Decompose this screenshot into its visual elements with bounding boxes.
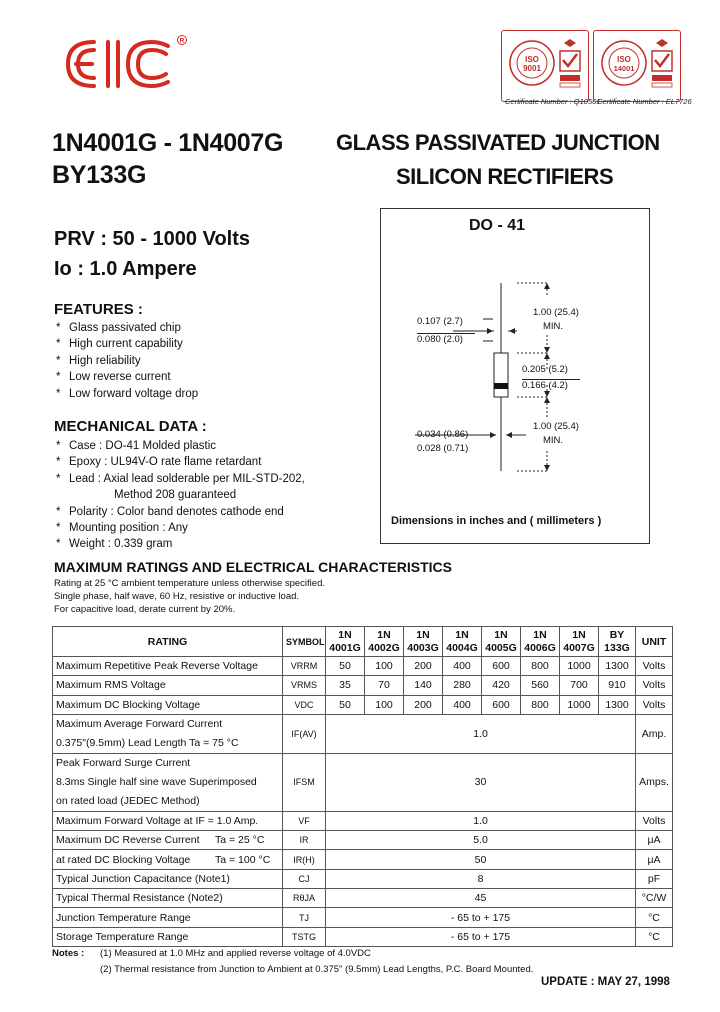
lead-length-bottom: 1.00 (25.4) [533,421,579,432]
list-item: * Polarity : Color band denotes cathode end [56,505,284,518]
description-line-1: GLASS PASSIVATED JUNCTION [336,130,660,155]
lead-diameter-min: 0.080 (2.0) [417,333,475,345]
ratings-note: Single phase, half wave, 60 Hz, resistive or inductive load. [54,591,300,602]
header-part: 1N 4003G [404,627,443,657]
notes-label: Notes : [52,948,85,959]
list-item: * Low reverse current [56,371,171,384]
ratings-note: Rating at 25 °C ambient temperature unless otherwise specified. [54,578,325,589]
part-alt-title: BY133G [52,161,147,189]
table-row: Typical Junction Capacitance (Note1) CJ 8 pF [53,869,673,888]
table-row: at rated DC Blocking Voltage Ta = 100 °C IR(H) 50 μA [53,850,673,869]
update-date: UPDATE : MAY 27, 1998 [541,976,670,988]
list-item: * High current capability [56,338,183,351]
header-part: 1N 4007G [560,627,599,657]
features-list [56,320,198,402]
iso-9001-certificate [501,30,589,102]
package-name: DO - 41 [469,217,526,234]
table-row: Peak Forward Surge Current 8.3ms Single half sine wave Superimposed on rated load (JEDEC Method) IFSM 30 Amps. [53,753,673,811]
list-item: * Glass passivated chip [56,322,181,334]
table-row: Maximum Forward Voltage at IF = 1.0 Amp. VF 1.0 Volts [53,811,673,830]
ratings-table [52,626,673,947]
list-item: * Case : DO-41 Molded plastic [56,440,217,452]
header-part: BY 133G [599,627,636,657]
svg-text:ISO: ISO [525,55,539,64]
package-diagram [380,208,650,544]
prv-rating: PRV : 50 - 1000 Volts [54,228,251,250]
footnotes [52,946,534,978]
note-2: (2) Thermal resistance from Junction to Ambient at 0.375" (9.5mm) Lead Lengths, P.C. Board Mounted. [100,964,534,975]
header-part: 1N 4005G [482,627,521,657]
header-unit: UNIT [636,627,673,657]
list-item: Method 208 guaranteed [114,489,237,502]
list-item: * Mounting position : Any [56,522,188,535]
mechanical-heading: MECHANICAL DATA : [54,418,207,435]
svg-text:9001: 9001 [523,64,541,73]
iso-14001-seal-icon [594,31,680,101]
list-item: * High reliability [56,354,141,367]
header-part: 1N 4004G [443,627,482,657]
lead-length-bottom-min: MIN. [543,435,564,446]
header-rating: RATING [53,627,283,657]
list-item: * Epoxy : UL94V-O rate flame retardant [56,456,262,469]
note-1: (1) Measured at 1.0 MHz and applied reverse voltage of 4.0VDC [100,948,371,959]
table-row: Typical Thermal Resistance (Note2) RθJA 45 °C/W [53,889,673,908]
table-row: Storage Temperature Range TSTG - 65 to + 175 °C [53,927,673,946]
header-part: 1N 4002G [365,627,404,657]
body-length-min: 0.166 (4.2) [522,379,580,391]
header-part: 1N 4006G [521,627,560,657]
iso-14001-certificate-number: Certificate Number : EL7726 [597,97,692,106]
iso-9001-seal-icon [502,31,588,101]
table-row: Junction Temperature Range TJ - 65 to + 175 °C [53,908,673,927]
list-item: * Weight : 0.339 gram [56,538,173,551]
description-line-2: SILICON RECTIFIERS [396,164,614,189]
table-row: Maximum DC Blocking Voltage VDC 50 100 200 400 600 800 1000 1300 Volts [53,695,673,714]
table-row: Maximum Average Forward Current 0.375"(9.5mm) Lead Length Ta = 75 °C IF(AV) 1.0 Amp. [53,714,673,753]
lead-length-top: 1.00 (25.4) [533,307,579,318]
iso-14001-certificate [593,30,681,102]
list-item: * Lead : Axial lead solderable per MIL-STD-202, [56,472,305,485]
max-ratings-heading: MAXIMUM RATINGS AND ELECTRICAL CHARACTERISTICS [54,559,452,575]
header-symbol: SYMBOL [283,627,326,657]
table-row: Maximum DC Reverse Current Ta = 25 °C IR 5.0 μA [53,831,673,850]
ratings-note: For capacitive load, derate current by 20%. [54,604,236,615]
list-item: * Low forward voltage drop [56,387,199,400]
lead-length-top-min: MIN. [543,321,564,332]
svg-text:14001: 14001 [613,64,635,73]
body-length-max: 0.205 (5.2) [522,364,568,375]
io-rating: Io : 1.0 Ampere [54,258,197,280]
lead-diameter-max: 0.107 (2.7) [417,316,463,327]
table-header-row [53,627,673,657]
iso-9001-certificate-number: Certificate Number : Q10561 [505,97,601,106]
header-part: 1N 4001G [326,627,365,657]
part-number-title: 1N4001G - 1N4007G [52,129,284,157]
table-row: Maximum RMS Voltage VRMS 35 70 140 280 420 560 700 910 Volts [53,676,673,695]
do41-outline-drawing [381,209,651,509]
wire-diameter-min: 0.028 (0.71) [417,443,469,454]
svg-text:ISO: ISO [617,55,631,64]
eic-logo [64,32,190,92]
table-row: Maximum Repetitive Peak Reverse Voltage VRRM 50 100 200 400 600 800 1000 1300 Volts [53,657,673,676]
wire-diameter-max: 0.034 (0.86) [417,429,469,440]
svg-text:R: R [179,37,185,45]
features-heading: FEATURES : [54,301,143,318]
dimensions-caption: Dimensions in inches and ( millimeters ) [391,515,602,527]
mechanical-list [56,438,305,553]
